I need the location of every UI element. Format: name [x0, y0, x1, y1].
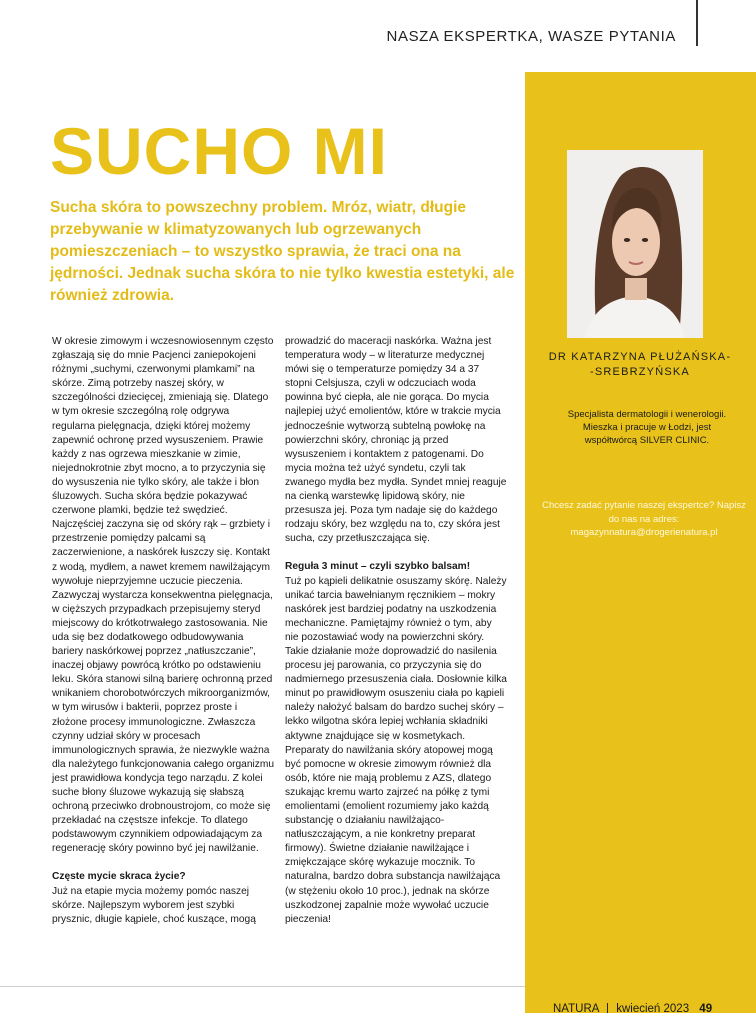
- paragraph: prowadzić do maceracji naskórka. Ważna jest temperatura wody – w literaturze medycznej mówi się o temperaturze pomiędzy 34 a 37 stopni Celsjusza, czyli w odczuciach woda powinna być ciepła, ale nie gorąca. Do mycia najlepiej użyć emolientów, które w trakcie mycia jednocześnie wytworzą subtelną powłokę na powierzchni skóry, chroniąc ją przed wysuszeniem i kontaktem z patogenami. Do mycia można też użyć syndetu, czyli tak zwanego mydła bez mydła. Syndet mniej reaguje na cienką warstewkę lipidową skóry, nie przesusza jej. Poza tym nadaje się do każdego rodzaju skóry, bez względu na to, czy skóra jest sucha, czy przetłuszczająca się.: [285, 336, 507, 545]
- expert-photo: [567, 150, 703, 338]
- expert-name: DR KATARZYNA PŁUŻAŃSKA- -SREBRZYŃSKA: [548, 351, 732, 378]
- page-number: 49: [699, 1003, 713, 1013]
- section-title: NASZA EKSPERTKA, WASZE PYTANIA: [386, 28, 676, 45]
- footer-divider: [0, 986, 525, 987]
- page-header: [0, 0, 756, 56]
- contact-info: Chcesz zadać pytanie naszej ekspertce? Napisz do nas na adres: magazynnatura@drogerienatura.pl: [542, 500, 746, 538]
- section-subheading: Częste mycie skraca życie?: [52, 871, 186, 883]
- paragraph: Tuż po kąpieli delikatnie osuszamy skórę. Należy unikać tarcia bawełnianym ręcznikiem – mokry naskórek jest bardziej podatny na uszkodzenia mechaniczne. Pamiętajmy również o tym, aby nie pozostawiać wody na powierzchni skóry. Takie działanie może doprowadzić do nasilenia procesu jej parowania, co przyczynia się do nadmiernego przesuszenia ciała. Dosłownie kilka minut po prawidłowym osuszeniu ciała po kąpieli należy nałożyć balsam do bardzo suchej skóry – lekko wilgotna skóra lepiej wchłania składniki aktywne znajdujące się w kosmetykach. Preparaty do nawilżania skóry atopowej mogą być pomocne w okresie zimowym również dla osób, które nie mają problemu z AZS, dlatego szukając kremu warto zajrzeć na półkę z tymi emolientami (emolient rozumiemy jako każdą substancję o działaniu nawilżająco-natłuszczającym, a nie konkretny preparat firmowy). Świetne działanie nawilżające i zmiękczające skórę wykazuje mocznik. To naturalna, bardzo dobra substancja nawilżająca (w stężeniu około 10 proc.), jednak na skórze uszkodzonej zapalnie może wywołać uczucie pieczenia!: [285, 575, 507, 925]
- magazine-name: NATURA: [553, 1003, 599, 1013]
- expert-portrait-image: [567, 150, 703, 338]
- section-subheading: Reguła 3 minut – czyli szybko balsam!: [285, 561, 471, 573]
- header-divider: [696, 0, 698, 46]
- paragraph: Już na etapie mycia możemy pomóc naszej skórze. Najlepszym wyborem jest szybki prysznic, długie kąpiele, choć kuszące, mogą: [52, 885, 256, 925]
- article-column-left: [52, 335, 274, 927]
- expert-description: Specjalista dermatologii i wenerologii. Mieszka i pracuje w Łodzi, jest współtwórcą SILVER CLINIC.: [567, 409, 727, 446]
- page-footer: [553, 1003, 712, 1013]
- issue-date: kwiecień 2023: [616, 1003, 690, 1013]
- paragraph: W okresie zimowym i wczesnowiosennym często zgłaszają się do mnie Pacjenci zaniepokojeni różnymi „suchymi, czerwonymi plamkami” na skórze. Zimą potrzeby naszej skóry, w szczególności dziecięcej, zmieniają się. Dlatego w tym okresie szczególną rolę odgrywa regularna pielęgnacja, dzięki której możemy zapewnić ochronę przed wysuszeniem. Prawie każdy z nas ogrzewa mieszkanie w zimie, niejednokrotnie zbyt mocno, a to przyczynia się do wysuszenia nie tylko skóry, ale także i błon śluzowych. Sucha skóra będzie pokazywać czerwone plamki, będzie też swędzieć. Najczęściej zaczyna się od skóry rąk – grzbiety i przestrzenie pomiędzy palcami są zaczerwienione, a naskórek łuszczy się. Kontakt z wodą, mydłem, a nawet kremem nawilżającym wywołuje nieprzyjemne uczucie pieczenia. Zazwyczaj wystarcza konsekwentna pielęgnacja, w cięższych przypadkach przepisujemy steryd miejscowy do krótkotrwałego zastosowania. Nie uda się bez dodatkowego odbudowywania bariery naskórkowej poprzez „natłuszczanie”, inaczej objawy powrócą krótko po odstawieniu leku. Skóra stanowi silną barierę ochronną przed wnikaniem chorobotwórczych mikroorganizmów, w tym wirusów i bakterii, poprzez proste i złożone procesy immunologiczne. Zwłaszcza czynny udział skóry w procesach immunologicznych sprawia, że niezwykle ważna dla należytego funkcjonowania całego organizmu jest prawidłowa kondycja tego narządu. Z kolei suche błony śluzowe wykazują się słabszą ochroną przeciwko drobnoustrojom, co może się przekładać na częstsze infekcje. To dlatego podstawowym czynnikiem odpowiadającym za regenerację skóry powinno być jej nawilżanie.: [52, 336, 275, 855]
- footer-separator: |: [606, 1003, 609, 1013]
- article-headline: SUCHO MI: [50, 114, 388, 188]
- expert-sidebar: [525, 72, 756, 1013]
- article-column-right: [285, 335, 507, 927]
- article-lead: Sucha skóra to powszechny problem. Mróz, wiatr, długie przebywanie w klimatyzowanych lub ogrzewanych pomieszczeniach – to wszystko sprawia, że traci ona na jędrności. Jednak sucha skóra to nie tylko kwestia estetyki, ale również zdrowia.: [50, 199, 515, 304]
